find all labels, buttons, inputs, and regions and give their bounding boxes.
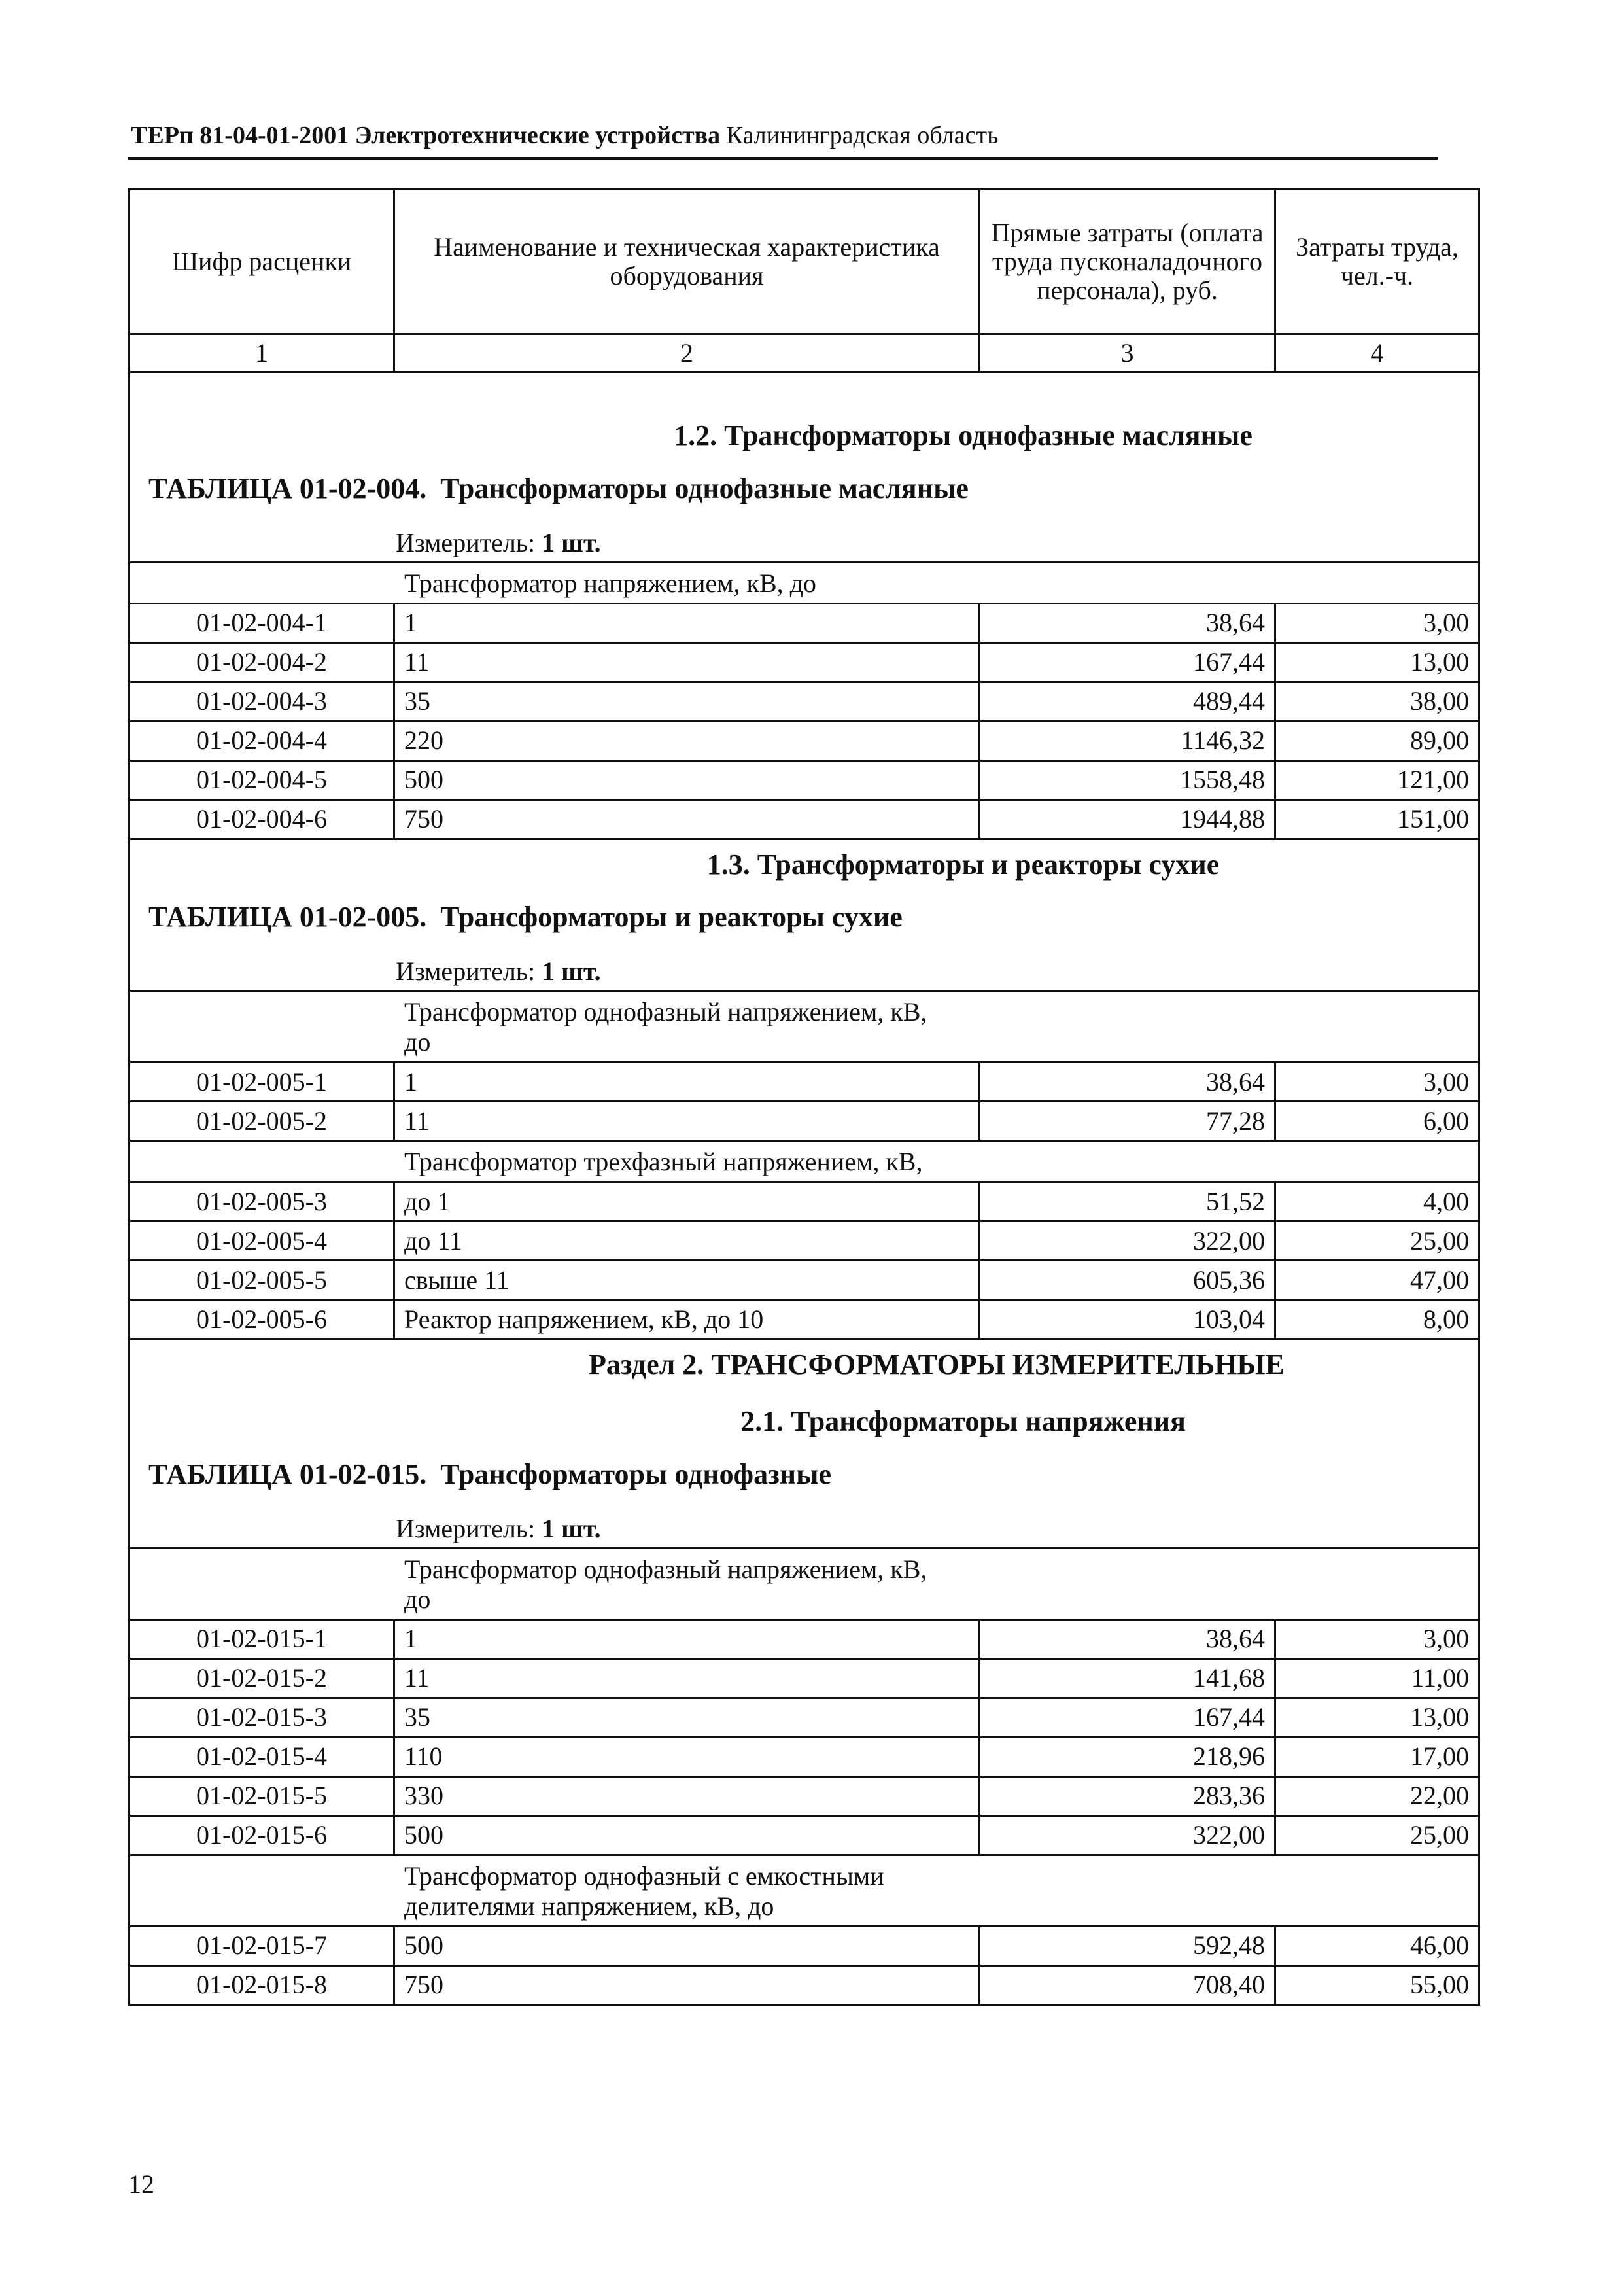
section-header-cell <box>130 839 1479 991</box>
equipment-name: 35 <box>394 682 980 721</box>
table-title <box>130 900 1478 935</box>
table-code: ТАБЛИЦА 01-02-015. <box>148 1458 427 1490</box>
direct-costs-value: 1146,32 <box>980 721 1275 760</box>
equipment-name: до 11 <box>394 1221 980 1261</box>
direct-costs-value: 489,44 <box>980 682 1275 721</box>
rate-code: 01-02-005-6 <box>130 1300 394 1339</box>
direct-costs-value: 592,48 <box>980 1926 1275 1965</box>
section-header-row <box>130 1339 1479 1548</box>
section-header-cell <box>130 372 1479 563</box>
labor-costs-value: 46,00 <box>1275 1926 1479 1965</box>
rate-code: 01-02-005-4 <box>130 1221 394 1261</box>
column-number: 2 <box>394 334 980 372</box>
labor-costs-value: 13,00 <box>1275 1698 1479 1737</box>
part-title: Раздел 2. ТРАНСФОРМАТОРЫ ИЗМЕРИТЕЛЬНЫЕ <box>589 1348 1285 1381</box>
table-row <box>130 682 1479 721</box>
direct-costs-value: 38,64 <box>980 603 1275 642</box>
equipment-name: 1 <box>394 603 980 642</box>
column-number: 4 <box>1275 334 1479 372</box>
equipment-name: 11 <box>394 1102 980 1141</box>
equipment-name: 11 <box>394 642 980 682</box>
table-row <box>130 1619 1479 1658</box>
labor-costs-value: 38,00 <box>1275 682 1479 721</box>
section-header-cell <box>130 1339 1479 1548</box>
document-code: ТЕРп 81-04-01-2001 <box>131 122 349 149</box>
group-subheader-cell <box>130 991 1479 1062</box>
column-number: 1 <box>130 334 394 372</box>
rate-code: 01-02-015-7 <box>130 1926 394 1965</box>
header-direct-costs: Прямые затраты (оплата труда пусконаладочного персонала), руб. <box>980 190 1275 334</box>
labor-costs-value: 22,00 <box>1275 1776 1479 1815</box>
table-row <box>130 1102 1479 1141</box>
direct-costs-value: 218,96 <box>980 1737 1275 1776</box>
group-subheader-row <box>130 991 1479 1062</box>
table-row <box>130 1221 1479 1261</box>
labor-costs-value: 3,00 <box>1275 1062 1479 1102</box>
table-row <box>130 642 1479 682</box>
column-number: 3 <box>980 334 1275 372</box>
header-name: Наименование и техническая характеристика оборудования <box>394 190 980 334</box>
table-row <box>130 1776 1479 1815</box>
table-code: ТАБЛИЦА 01-02-004. <box>148 472 427 504</box>
table-row <box>130 1815 1479 1855</box>
group-subheader-row <box>130 1141 1479 1182</box>
table-body <box>130 372 1479 2005</box>
labor-costs-value: 6,00 <box>1275 1102 1479 1141</box>
group-subheader-row <box>130 1548 1479 1619</box>
table-name: Трансформаторы однофазные масляные <box>440 472 969 504</box>
rate-code: 01-02-005-5 <box>130 1261 394 1300</box>
page-number: 12 <box>128 2169 154 2199</box>
unit-label: Измеритель: <box>396 956 536 987</box>
labor-costs-value: 11,00 <box>1275 1658 1479 1698</box>
unit-of-measure <box>130 1515 1478 1547</box>
direct-costs-value: 1558,48 <box>980 760 1275 799</box>
direct-costs-value: 283,36 <box>980 1776 1275 1815</box>
header-labor-costs: Затраты труда, чел.-ч. <box>1275 190 1479 334</box>
table-row <box>130 799 1479 839</box>
equipment-name: 750 <box>394 1965 980 2005</box>
table-row <box>130 1926 1479 1965</box>
rate-code: 01-02-015-4 <box>130 1737 394 1776</box>
labor-costs-value: 55,00 <box>1275 1965 1479 2005</box>
table-code: ТАБЛИЦА 01-02-005. <box>148 901 427 934</box>
header-code: Шифр расценки <box>130 190 394 334</box>
labor-costs-value: 25,00 <box>1275 1221 1479 1261</box>
direct-costs-value: 167,44 <box>980 642 1275 682</box>
direct-costs-value: 605,36 <box>980 1261 1275 1300</box>
rates-table <box>128 188 1480 2006</box>
labor-costs-value: 8,00 <box>1275 1300 1479 1339</box>
direct-costs-value: 322,00 <box>980 1221 1275 1261</box>
unit-value: 1 шт. <box>542 1513 601 1543</box>
rate-code: 01-02-015-2 <box>130 1658 394 1698</box>
rate-code: 01-02-015-1 <box>130 1619 394 1658</box>
unit-value: 1 шт. <box>542 527 601 557</box>
table-row <box>130 1658 1479 1698</box>
group-subheader: Трансформатор однофазный с емкостными делителями напряжением, кВ, до <box>404 1861 884 1921</box>
direct-costs-value: 77,28 <box>980 1102 1275 1141</box>
equipment-name: 1 <box>394 1619 980 1658</box>
equipment-name: до 1 <box>394 1182 980 1221</box>
table-row <box>130 1182 1479 1221</box>
labor-costs-value: 151,00 <box>1275 799 1479 839</box>
table-name: Трансформаторы и реакторы сухие <box>440 901 903 934</box>
direct-costs-value: 141,68 <box>980 1658 1275 1698</box>
labor-costs-value: 89,00 <box>1275 721 1479 760</box>
rate-code: 01-02-015-8 <box>130 1965 394 2005</box>
direct-costs-value: 51,52 <box>980 1182 1275 1221</box>
document-title: Электротехнические устройства <box>354 122 721 149</box>
equipment-name: 110 <box>394 1737 980 1776</box>
rate-code: 01-02-004-5 <box>130 760 394 799</box>
direct-costs-value: 708,40 <box>980 1965 1275 2005</box>
rate-code: 01-02-005-1 <box>130 1062 394 1102</box>
direct-costs-value: 103,04 <box>980 1300 1275 1339</box>
group-subheader: Трансформатор трехфазный напряжением, кВ, <box>404 1147 923 1177</box>
equipment-name: 750 <box>394 799 980 839</box>
rate-code: 01-02-004-6 <box>130 799 394 839</box>
unit-of-measure <box>130 529 1478 561</box>
unit-of-measure <box>130 957 1478 990</box>
table-row <box>130 603 1479 642</box>
equipment-name: 11 <box>394 1658 980 1698</box>
labor-costs-value: 3,00 <box>1275 1619 1479 1658</box>
rate-code: 01-02-015-5 <box>130 1776 394 1815</box>
table-header-row <box>130 190 1479 334</box>
rate-code: 01-02-015-3 <box>130 1698 394 1737</box>
header-rule <box>128 157 1438 160</box>
equipment-name: 220 <box>394 721 980 760</box>
rate-code: 01-02-005-2 <box>130 1102 394 1141</box>
direct-costs-value: 38,64 <box>980 1062 1275 1102</box>
unit-value: 1 шт. <box>542 956 601 987</box>
section-title: 1.2. Трансформаторы однофазные масляные <box>674 419 1253 451</box>
table-row <box>130 1698 1479 1737</box>
direct-costs-value: 322,00 <box>980 1815 1275 1855</box>
table-row <box>130 760 1479 799</box>
table-name: Трансформаторы однофазные <box>440 1458 832 1490</box>
labor-costs-value: 25,00 <box>1275 1815 1479 1855</box>
rate-code: 01-02-015-6 <box>130 1815 394 1855</box>
group-subheader-row <box>130 562 1479 603</box>
rate-code: 01-02-004-4 <box>130 721 394 760</box>
running-header <box>131 121 998 150</box>
group-subheader: Трансформатор напряжением, кВ, до <box>404 568 816 598</box>
group-subheader-cell <box>130 1141 1479 1182</box>
unit-label: Измеритель: <box>396 527 536 557</box>
group-subheader-cell <box>130 1855 1479 1926</box>
equipment-name: 500 <box>394 1815 980 1855</box>
direct-costs-value: 1944,88 <box>980 799 1275 839</box>
group-subheader-cell <box>130 562 1479 603</box>
equipment-name: 330 <box>394 1776 980 1815</box>
labor-costs-value: 13,00 <box>1275 642 1479 682</box>
group-subheader: Трансформатор однофазный напряжением, кВ, до <box>404 997 927 1057</box>
equipment-name: Реактор напряжением, кВ, до 10 <box>394 1300 980 1339</box>
table-row <box>130 1261 1479 1300</box>
equipment-name: 500 <box>394 760 980 799</box>
group-subheader-row <box>130 1855 1479 1926</box>
table-row <box>130 1737 1479 1776</box>
equipment-name: 500 <box>394 1926 980 1965</box>
rate-code: 01-02-004-1 <box>130 603 394 642</box>
labor-costs-value: 3,00 <box>1275 603 1479 642</box>
table-title <box>130 1458 1478 1492</box>
labor-costs-value: 121,00 <box>1275 760 1479 799</box>
column-number-row <box>130 334 1479 372</box>
equipment-name: 1 <box>394 1062 980 1102</box>
table-row <box>130 1300 1479 1339</box>
labor-costs-value: 4,00 <box>1275 1182 1479 1221</box>
table-row <box>130 721 1479 760</box>
equipment-name: свыше 11 <box>394 1261 980 1300</box>
table-row <box>130 1062 1479 1102</box>
group-subheader: Трансформатор однофазный напряжением, кВ, до <box>404 1554 927 1614</box>
rate-code: 01-02-004-3 <box>130 682 394 721</box>
section-title: 2.1. Трансформаторы напряжения <box>740 1405 1186 1437</box>
section-header-row <box>130 372 1479 563</box>
equipment-name: 35 <box>394 1698 980 1737</box>
labor-costs-value: 17,00 <box>1275 1737 1479 1776</box>
section-header-row <box>130 839 1479 991</box>
rate-code: 01-02-004-2 <box>130 642 394 682</box>
document-region: Калининградская область <box>726 122 999 149</box>
direct-costs-value: 167,44 <box>980 1698 1275 1737</box>
rate-code: 01-02-005-3 <box>130 1182 394 1221</box>
table-title <box>130 472 1478 506</box>
unit-label: Измеритель: <box>396 1513 536 1543</box>
direct-costs-value: 38,64 <box>980 1619 1275 1658</box>
table-row <box>130 1965 1479 2005</box>
labor-costs-value: 47,00 <box>1275 1261 1479 1300</box>
section-title: 1.3. Трансформаторы и реакторы сухие <box>706 848 1220 881</box>
group-subheader-cell <box>130 1548 1479 1619</box>
